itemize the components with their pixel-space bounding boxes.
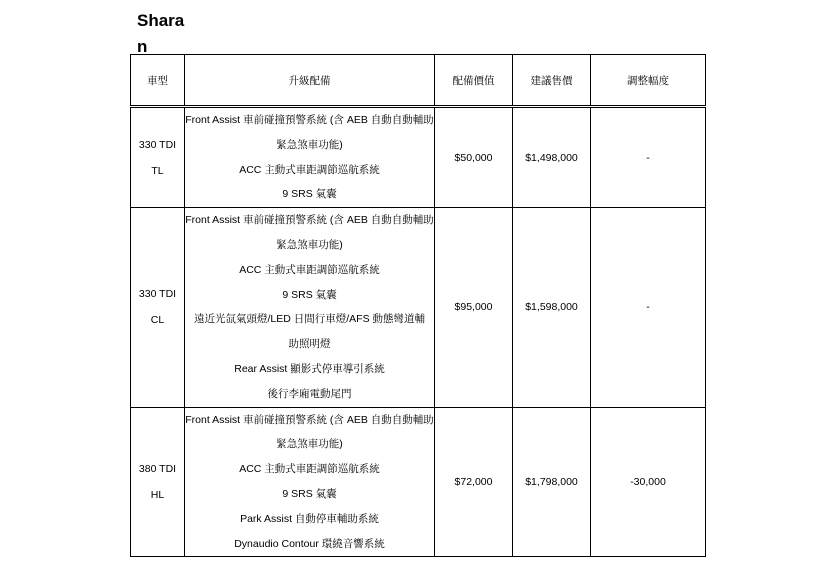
upgrade-item: Front Assist 車前碰撞預警系統 (含 AEB 自動自動輔助 xyxy=(185,114,434,126)
adjust-cell: - xyxy=(591,208,706,407)
upgrade-item: Dynaudio Contour 環繞音響系統 xyxy=(234,537,385,550)
model-trim: CL xyxy=(150,314,165,327)
model-cell xyxy=(131,107,185,208)
title-line-2: n xyxy=(137,37,148,56)
model-cell xyxy=(131,407,185,557)
price-table xyxy=(130,54,706,557)
upgrade-item: 9 SRS 氣囊 xyxy=(282,288,337,301)
upgrade-item: 緊急煞車功能) xyxy=(276,438,343,451)
upgrade-item: ACC 主動式車距調節巡航系統 xyxy=(239,163,380,176)
document-title xyxy=(137,8,197,60)
table-row xyxy=(131,208,706,407)
upgrade-item: 9 SRS 氣囊 xyxy=(282,487,337,500)
table-row xyxy=(131,407,706,557)
header-equip-value: 配備價值 xyxy=(435,55,513,107)
model-trim: HL xyxy=(150,488,165,501)
model-trim: TL xyxy=(151,164,164,177)
upgrade-cell xyxy=(185,107,435,208)
msrp-cell: $1,498,000 xyxy=(513,107,591,208)
upgrade-item: ACC 主動式車距調節巡航系統 xyxy=(239,263,380,276)
upgrade-item: ACC 主動式車距調節巡航系統 xyxy=(239,463,380,476)
upgrade-item: 緊急煞車功能) xyxy=(276,238,343,251)
model-cell xyxy=(131,208,185,407)
upgrade-item: 9 SRS 氣囊 xyxy=(282,188,337,201)
msrp-cell: $1,598,000 xyxy=(513,208,591,407)
upgrade-item: Front Assist 車前碰撞預警系統 (含 AEB 自動自動輔助 xyxy=(185,413,434,426)
equip-value-cell: $95,000 xyxy=(435,208,513,407)
header-model: 車型 xyxy=(131,55,185,107)
upgrade-item: Park Assist 自動停車輔助系統 xyxy=(240,512,379,525)
table-header-row xyxy=(131,55,706,107)
upgrade-cell xyxy=(185,208,435,407)
equip-value-cell: $72,000 xyxy=(435,407,513,557)
header-msrp: 建議售價 xyxy=(513,55,591,107)
upgrade-item: 遠近光氙氣頭燈/LED 日間行車燈/AFS 動態彎道輔 xyxy=(193,313,425,326)
upgrade-item: 緊急煞車功能) xyxy=(276,138,343,151)
upgrade-item: Rear Assist 顯影式停車導引系統 xyxy=(234,362,385,375)
equip-value-cell: $50,000 xyxy=(435,107,513,208)
upgrade-cell xyxy=(185,407,435,557)
title-line-1: Shara xyxy=(137,11,185,30)
header-upgrade: 升級配備 xyxy=(185,55,435,107)
adjust-cell: - xyxy=(591,107,706,208)
model-name: 330 TDI xyxy=(138,138,177,151)
adjust-cell: -30,000 xyxy=(591,407,706,557)
model-name: 330 TDI xyxy=(138,288,177,301)
upgrade-item: Front Assist 車前碰撞預警系統 (含 AEB 自動自動輔助 xyxy=(185,214,434,227)
msrp-cell: $1,798,000 xyxy=(513,407,591,557)
header-adjust: 調整幅度 xyxy=(591,55,706,107)
model-name: 380 TDI xyxy=(138,462,177,475)
table-row xyxy=(131,107,706,208)
upgrade-item: 助照明燈 xyxy=(288,338,331,351)
upgrade-item: 後行李廂電動尾門 xyxy=(267,387,352,400)
